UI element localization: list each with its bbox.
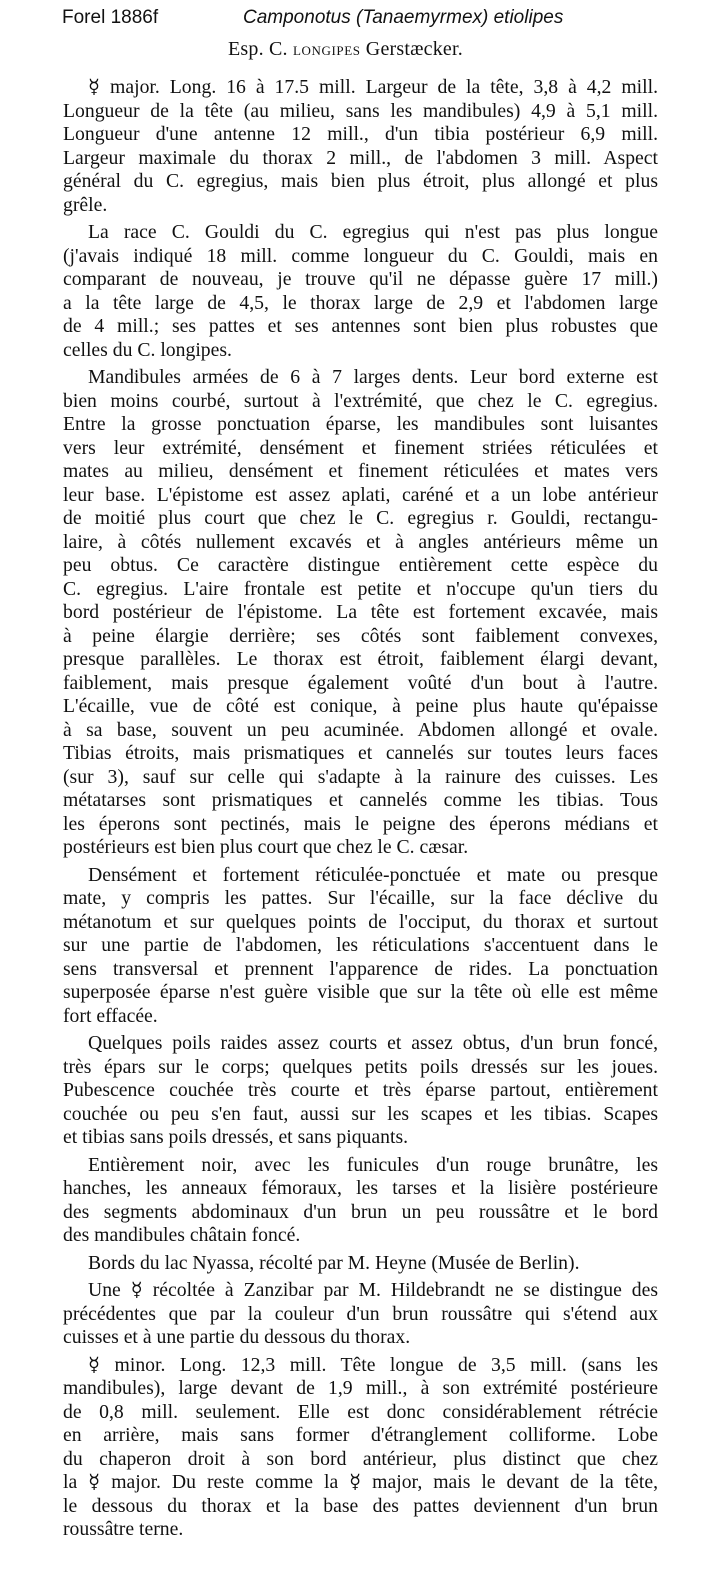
text-line: L'écaille, vue de côté est conique, à peine plus haute qu'épaisse (63, 695, 658, 717)
text-line: (j'avais indiqué 18 mill. comme longueur du C. Gouldi, mais en (63, 244, 658, 267)
text-line: leur base. L'épistome est assez aplati, caréné et a un lobe antérieur (63, 483, 658, 506)
text-line: grêle. (63, 193, 108, 216)
text-line: les éperons sont pectinés, mais le peigne des éperons médians et (63, 812, 658, 835)
text-line: Densément et fortement réticulée-ponctuée et mate ou presque (88, 863, 658, 886)
text-line: Largeur maximale du thorax 2 mill., de l'abdomen 3 mill. Aspect (63, 146, 658, 169)
text-line: le dessous du thorax et la base des pattes deviennent d'un brun (63, 1494, 658, 1517)
text-line: du chaperon droit à son bord antérieur, plus distinct que chez (63, 1447, 658, 1470)
text-line: de moitié plus court que chez le C. egregius r. Gouldi, rectangu- (63, 507, 658, 529)
text-line: Entre la grosse ponctuation éparse, les mandibules sont luisantes (63, 413, 658, 435)
text-line: mates au milieu, densément et finement réticulées et mates vers (63, 460, 658, 482)
paragraph (63, 1252, 658, 1276)
text-line: métatarses sont prismatiques et cannelés comme les tibias. Tous (63, 789, 658, 811)
text-line: faiblement, mais presque également voûté d'un bout à l'autre. (63, 671, 658, 694)
text-line: peu obtus. Ce caractère distingue entièrement cette espèce du (63, 554, 658, 576)
text-line: métanotum et sur quelques points de l'occiput, du thorax et surtout (63, 910, 658, 933)
species-label: Camponotus (Tanaemyrmex) etiolipes (243, 7, 564, 28)
text-line: superposée éparse n'est guère visible que sur la tête où elle est même (63, 981, 658, 1003)
text-line: presque parallèles. Le thorax est étroit, faiblement élargi devant, (63, 648, 658, 670)
citation-label: Forel 1886f (62, 7, 159, 28)
text-line: Mandibules armées de 6 à 7 larges dents. Leur bord externe est (88, 366, 658, 388)
text-line: ☿ major. Long. 16 à 17.5 mill. Largeur de la tête, 3,8 à 4,2 mill. (88, 76, 658, 98)
text-line: comparant de nouveau, je trouve qu'il ne dépasse guère 17 mill.) (63, 268, 658, 290)
text-line: des segments abdominaux d'un brun un peu roussâtre et le bord (63, 1200, 658, 1223)
text-line: sur une partie de l'abdomen, les réticulations s'accentuent dans le (63, 934, 658, 956)
text-line: Longueur d'une antenne 12 mill., d'un tibia postérieur 6,9 mill. (63, 123, 658, 145)
text-line: de 4 mill.; ses pattes et ses antennes sont bien plus robustes que (63, 315, 658, 337)
text-line: Une ☿ récoltée à Zanzibar par M. Hildebrandt ne se distingue des (88, 1279, 658, 1301)
text-line: laire, à côtés nullement excavés et à angles antérieurs même un (63, 530, 658, 553)
text-line: de 0,8 mill. seulement. Elle est donc considérablement rétrécie (63, 1400, 658, 1423)
text-line: Entièrement noir, avec les funicules d'un rouge brunâtre, les (88, 1153, 658, 1176)
text-line: Pubescence couchée très courte et très éparse partout, entièrement (63, 1079, 658, 1101)
text-line: Quelques poils raides assez courts et assez obtus, d'un brun foncé, (88, 1032, 658, 1054)
text-line: à peine élargie derrière; ses côtés sont faiblement convexes, (63, 624, 658, 647)
paragraph (63, 76, 658, 217)
text-line: en arrière, mais sans former d'étranglement colliforme. Lobe (63, 1424, 658, 1446)
paragraph (63, 1354, 658, 1542)
text-line: fort effacée. (63, 1004, 158, 1027)
text-line: très épars sur le corps; quelques petits poils dressés sur les joues. (63, 1055, 658, 1078)
paragraph (63, 1032, 658, 1150)
text-line: Tibias étroits, mais prismatiques et cannelés sur toutes leurs faces (63, 742, 658, 764)
title-species-name: longipes (292, 39, 361, 59)
text-line: a la tête large de 4,5, le thorax large de 2,9 et l'abdomen large (63, 291, 658, 314)
text-line: à sa base, souvent un peu acuminée. Abdomen allongé et ovale. (63, 718, 658, 741)
section-title (228, 38, 463, 61)
text-line: vers leur extrémité, densément et finement striées réticulées et (63, 436, 658, 459)
paragraph (63, 1154, 658, 1248)
text-line: des mandibules châtain foncé. (63, 1224, 301, 1246)
text-line: et tibias sans poils dressés, et sans piquants. (63, 1126, 409, 1148)
text-line: mate, y compris les pattes. Sur l'écaille, sur la face déclive du (63, 887, 658, 909)
article-body (63, 76, 658, 1546)
page-header (0, 0, 701, 34)
text-line: La race C. Gouldi du C. egregius qui n'est pas plus longue (88, 221, 658, 243)
text-line: Longueur de la tête (au milieu, sans les mandibules) 4,9 à 5,1 mill. (63, 99, 658, 122)
text-line: précédentes que par la couleur d'un brun roussâtre qui s'étend aux (63, 1302, 658, 1325)
text-line: bien moins courbé, surtout à l'extrémité, que chez le C. egregius. (63, 389, 658, 412)
text-line: postérieurs est bien plus court que chez le C. cæsar. (63, 836, 469, 858)
paragraph (63, 366, 658, 860)
text-line: C. egregius. L'aire frontale est petite et n'occupe qu'un tiers du (63, 577, 658, 600)
title-prefix: Esp. C. (228, 38, 288, 60)
paragraph (63, 1279, 658, 1350)
text-line: hanches, les anneaux fémoraux, les tarses et la lisière postérieure (63, 1177, 658, 1199)
paragraph (63, 221, 658, 362)
title-author: Gerstæcker. (365, 38, 463, 60)
text-line: sens transversal et prennent l'apparence de rides. La ponctuation (63, 957, 658, 980)
text-line: ☿ minor. Long. 12,3 mill. Tête longue de 3,5 mill. (sans les (88, 1353, 658, 1376)
text-line: (sur 3), sauf sur celle qui s'adapte à la rainure des cuisses. Les (63, 765, 658, 788)
text-line: Bords du lac Nyassa, récolté par M. Heyne (Musée de Berlin). (88, 1251, 580, 1274)
text-line: mandibules), large devant de 1,9 mill., à son extrémité postérieure (63, 1377, 658, 1399)
paragraph (63, 864, 658, 1029)
text-line: la ☿ major. Du reste comme la ☿ major, mais le devant de la tête, (63, 1471, 658, 1493)
text-line: bord postérieur de l'épistome. La tête est fortement excavée, mais (63, 601, 658, 623)
text-line: celles du C. longipes. (63, 338, 232, 361)
text-line: cuisses et à une partie du dessous du thorax. (63, 1326, 411, 1348)
text-line: général du C. egregius, mais bien plus étroit, plus allongé et plus (63, 170, 658, 192)
text-line: couchée ou peu s'en faut, aussi sur les scapes et les tibias. Scapes (63, 1102, 658, 1125)
text-line: roussâtre terne. (63, 1518, 184, 1540)
